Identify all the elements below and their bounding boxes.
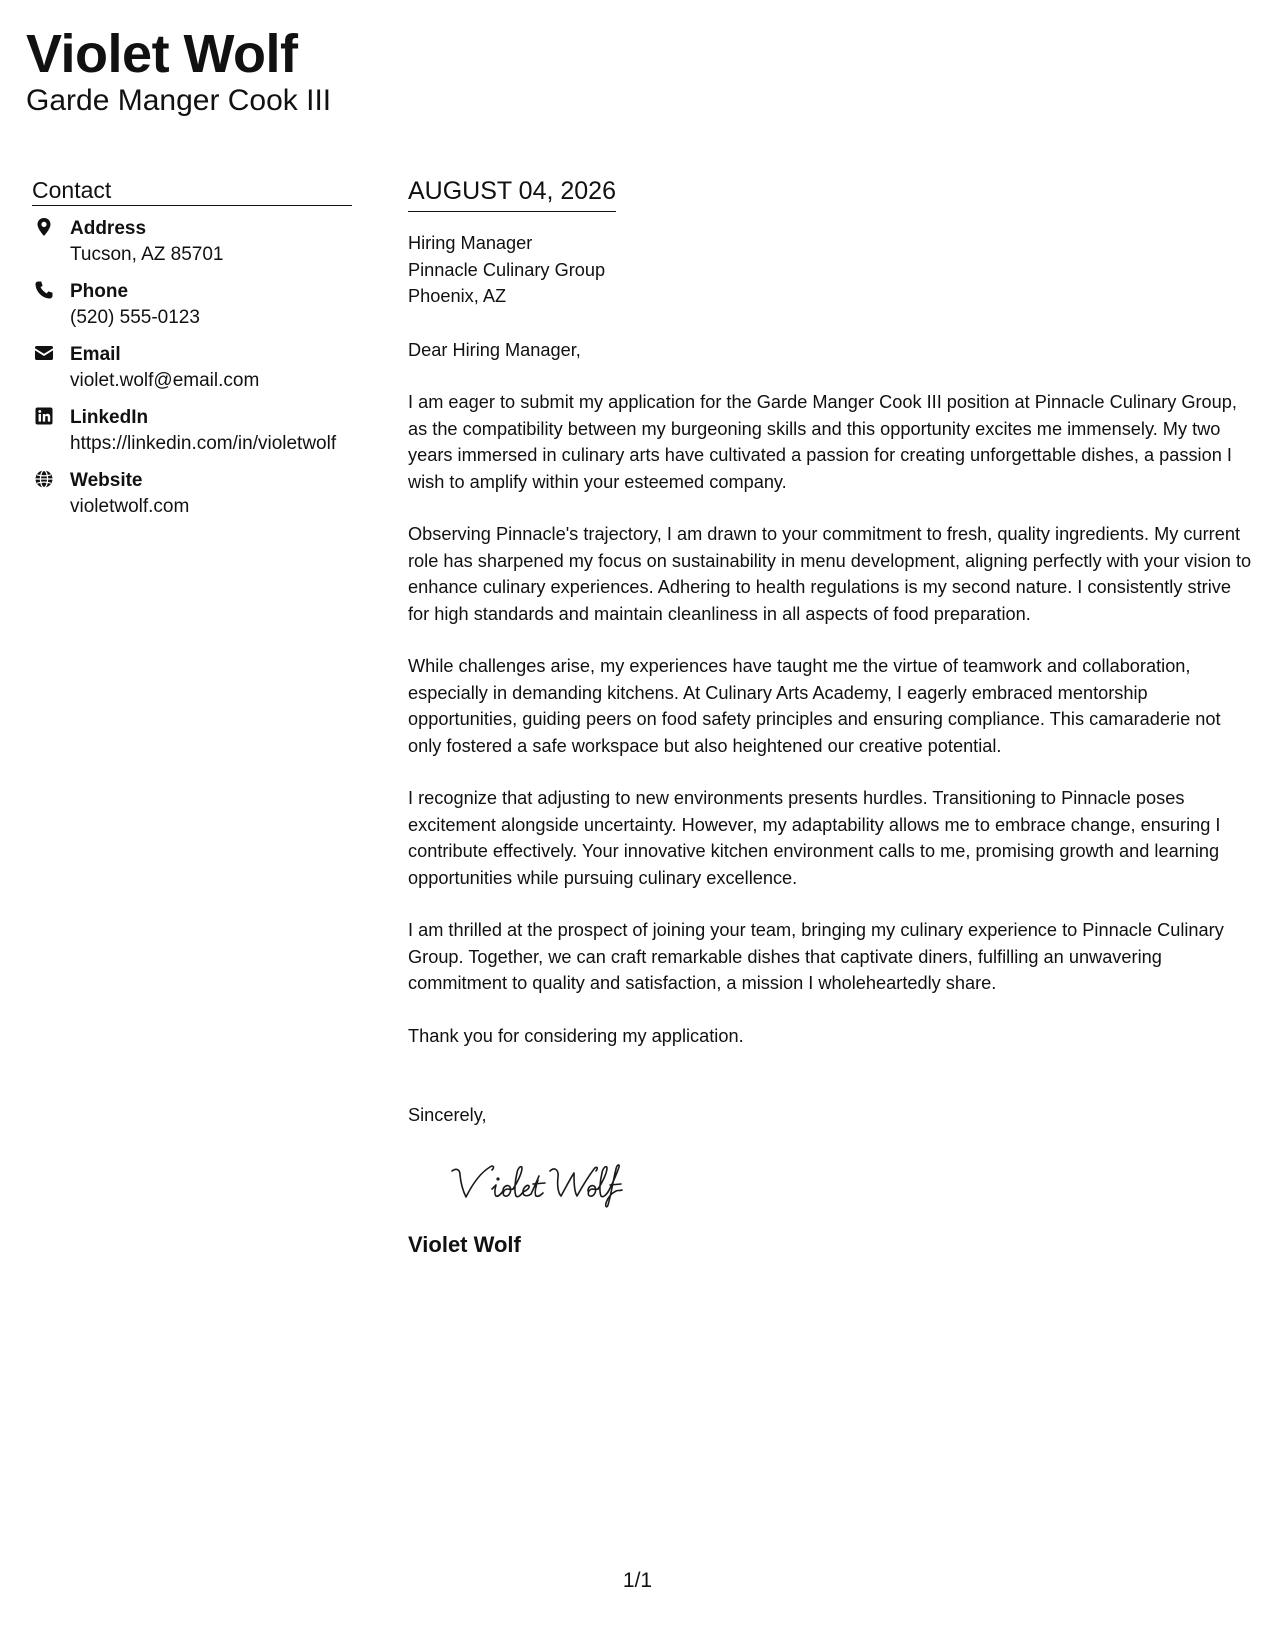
signed-name: Violet Wolf — [408, 1231, 521, 1257]
map-pin-icon — [34, 217, 54, 237]
email-value: violet.wolf@email.com — [70, 370, 260, 391]
linkedin-icon — [34, 406, 54, 426]
contact-item-address — [32, 216, 352, 279]
contact-item-email — [32, 342, 352, 405]
envelope-icon — [34, 343, 54, 363]
body-paragraph: I am eager to submit my application for the Garde Manger Cook III position at Pinnacle Culinary Group, as the compatibility between my burgeoning skills and this opportunity excites me immensely. My two years immersed in culinary arts have cultivated a passion for creating unforgettable dishes, a passion I wish to amplify within your esteemed company. — [408, 392, 1237, 492]
recipient-line: Pinnacle Culinary Group — [408, 259, 606, 280]
recipient-line: Phoenix, AZ — [408, 286, 507, 306]
phone-value: (520) 555-0123 — [70, 307, 200, 328]
body-paragraph: Thank you for considering my application. — [408, 1025, 744, 1046]
body-paragraph: While challenges arise, my experiences have taught me the virtue of teamwork and collaboration, especially in demanding kitchens. At Culinary Arts Academy, I eagerly embraced mentorship opportunities, guiding peers on food safety principles and ensuring compliance. This camaraderie not only fostered a safe workspace but also heightened our creative potential. — [408, 656, 1221, 756]
handwritten-signature — [446, 1155, 646, 1211]
body-paragraph: Observing Pinnacle's trajectory, I am drawn to your commitment to fresh, quality ingredients. My current role has sharpened my focus on sustainability in menu development, aligning perfectly with your vision to enhance culinary experiences. Adhering to health regulations is my second nature. I consistently strive for high standards and maintain cleanliness in all aspects of food preparation. — [408, 524, 1252, 624]
globe-icon — [34, 469, 54, 489]
contact-item-phone — [32, 279, 352, 342]
contact-sidebar — [32, 176, 352, 531]
contact-label: LinkedIn — [70, 407, 149, 428]
contact-heading: Contact — [32, 176, 352, 206]
cover-letter-body — [408, 176, 1253, 1259]
phone-icon — [34, 280, 54, 300]
applicant-name: Violet Wolf — [26, 24, 298, 84]
contact-label: Website — [70, 470, 143, 491]
recipient-block — [408, 230, 1253, 310]
closing: Sincerely, — [408, 1105, 487, 1125]
contact-label: Email — [70, 344, 121, 365]
job-title: Garde Manger Cook III — [26, 84, 332, 117]
recipient-line: Hiring Manager — [408, 233, 533, 253]
salutation: Dear Hiring Manager, — [408, 339, 581, 360]
linkedin-value: https://linkedin.com/in/violetwolf — [70, 433, 337, 454]
contact-label: Address — [70, 218, 147, 239]
website-value: violetwolf.com — [70, 496, 190, 517]
body-paragraph: I am thrilled at the prospect of joining your team, bringing my culinary experience to Pinnacle Culinary Group. Together, we can craft remarkable dishes that captivate diners, fulfilling an unwavering commitment to quality and satisfaction, a mission I wholeheartedly share. — [408, 920, 1224, 993]
page-number: 1/1 — [622, 1569, 653, 1592]
address-value: Tucson, AZ 85701 — [70, 244, 224, 265]
body-paragraph: I recognize that adjusting to new environments presents hurdles. Transitioning to Pinnacle poses excitement alongside uncertainty. However, my adaptability allows me to embrace change, ensuring I contribute effectively. Your innovative kitchen environment calls to me, promising growth and learning opportunities while pursuing culinary excellence. — [408, 788, 1221, 888]
contact-label: Phone — [70, 281, 129, 302]
contact-item-website — [32, 468, 352, 531]
letter-date: AUGUST 04, 2026 — [408, 176, 616, 212]
contact-item-linkedin — [32, 405, 352, 468]
